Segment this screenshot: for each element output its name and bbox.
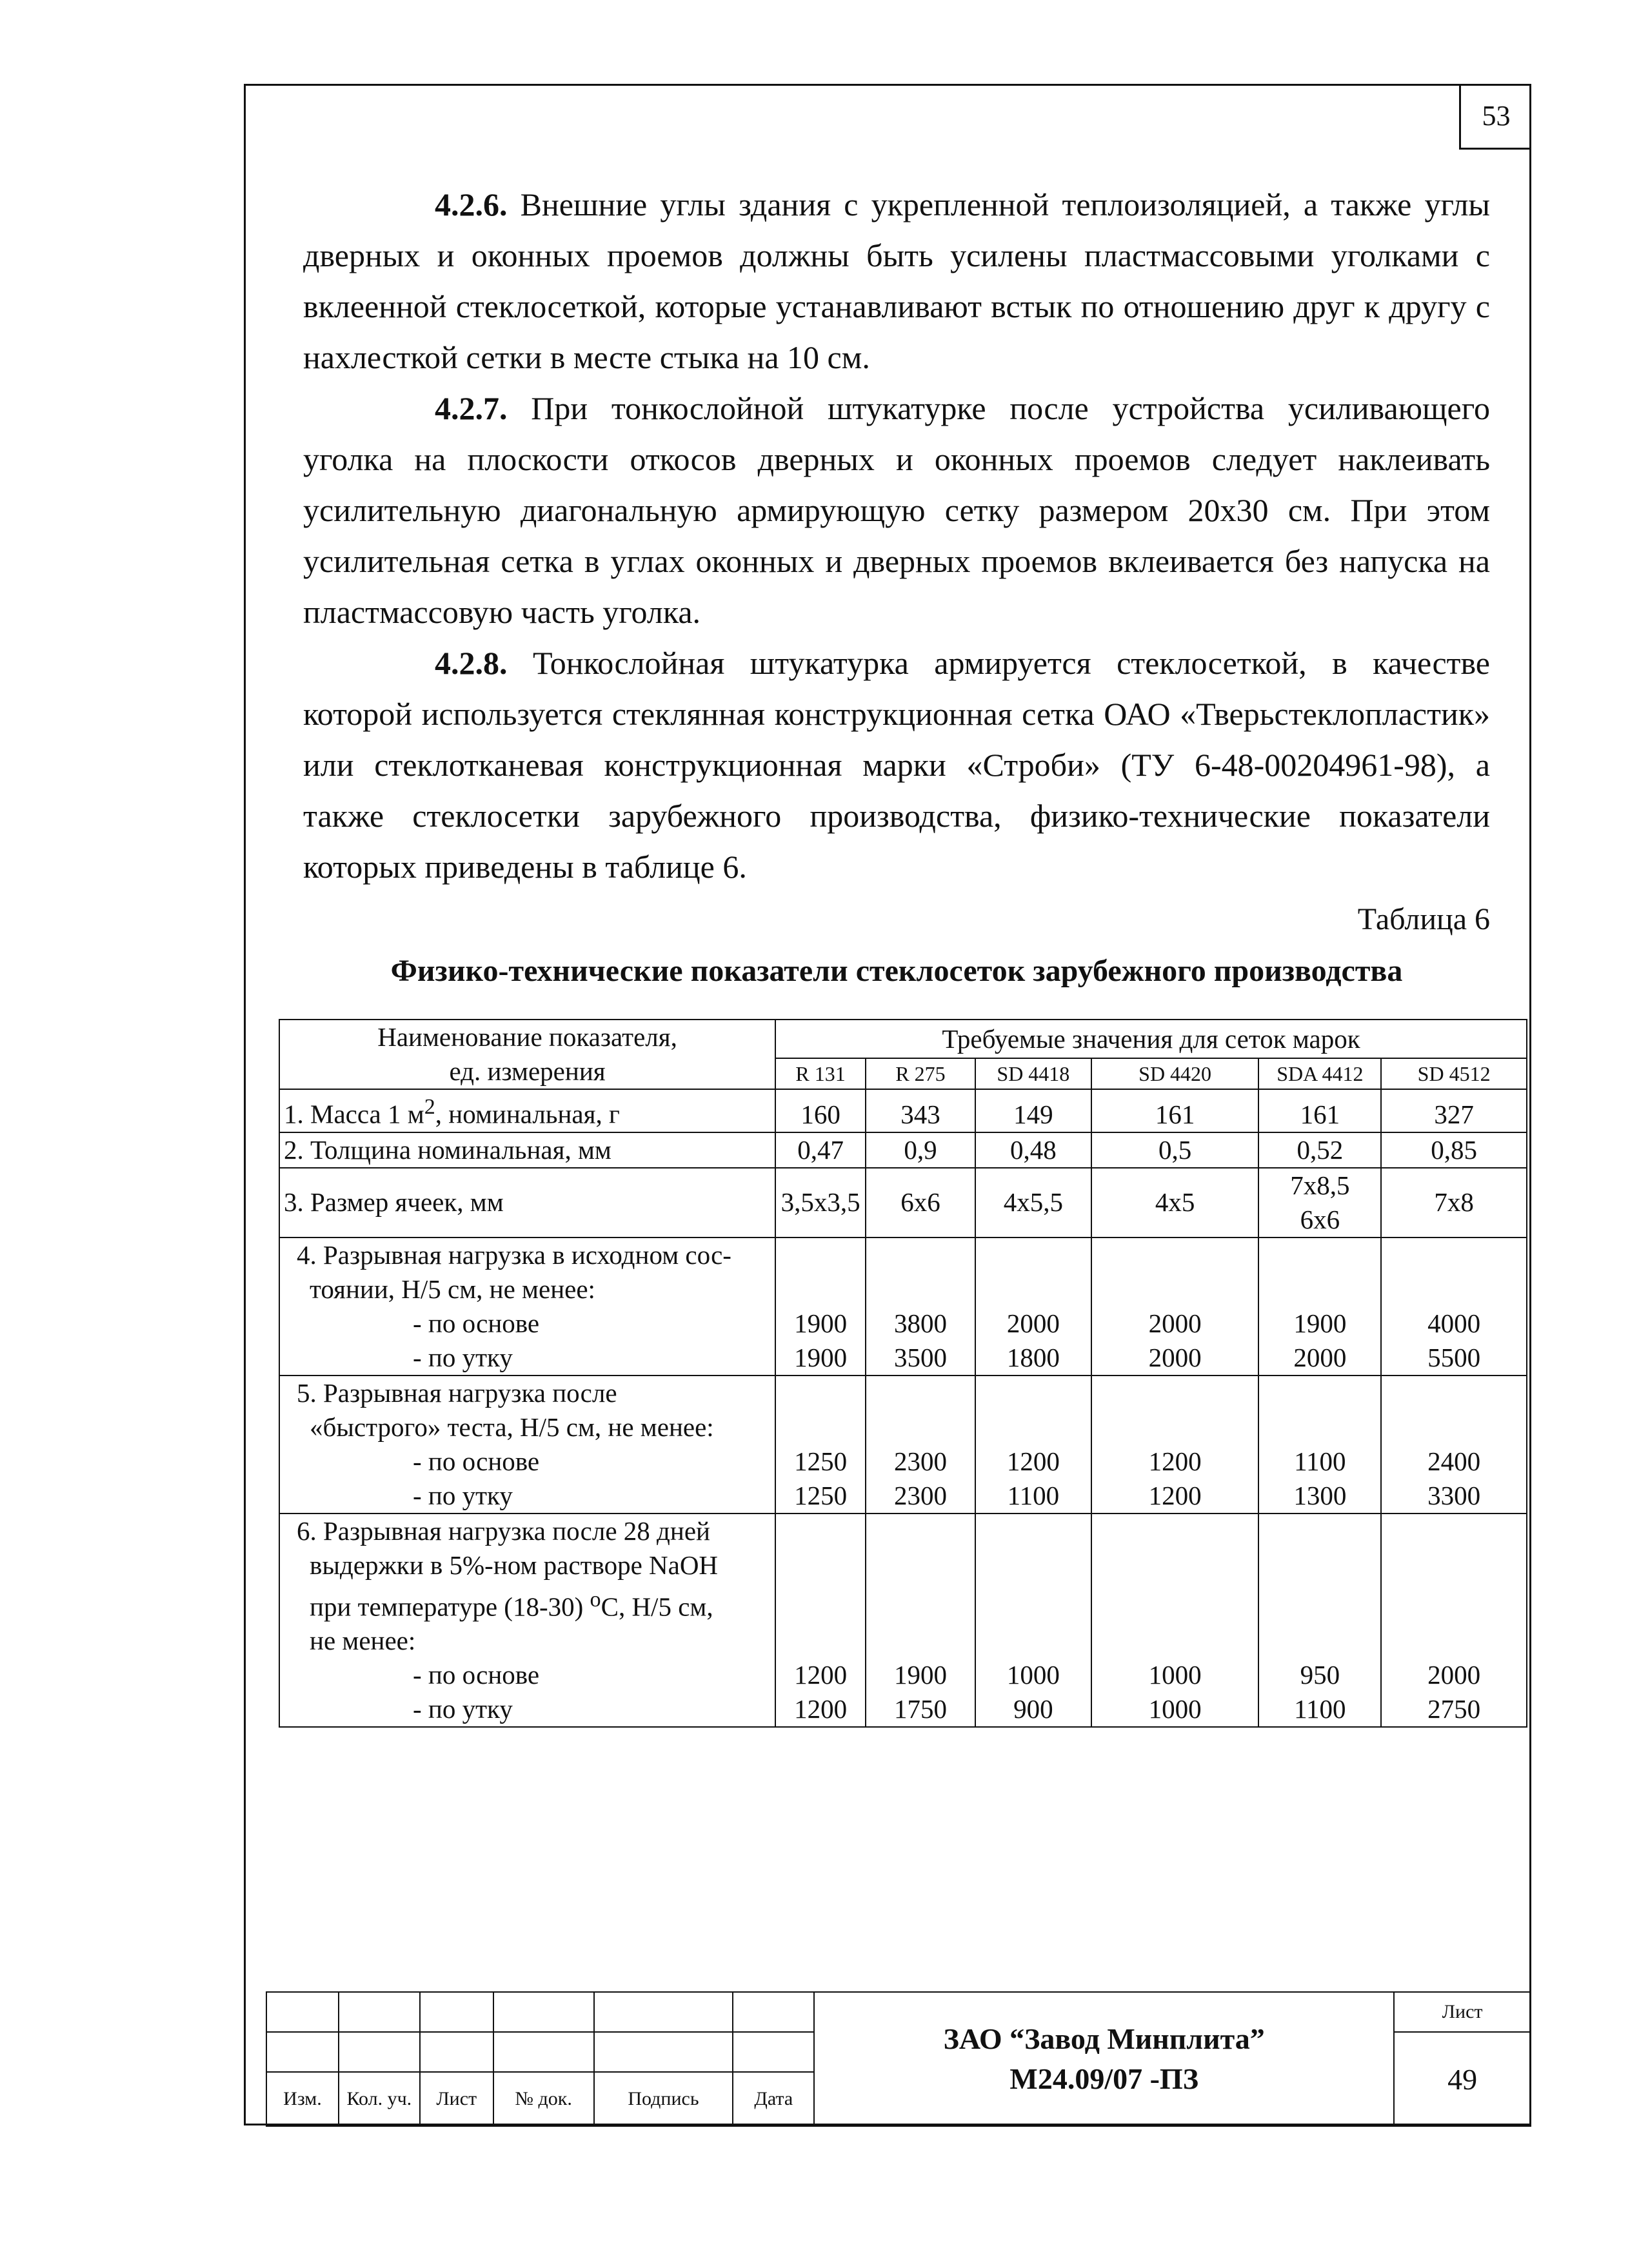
- sheet-label: Лист: [1394, 1992, 1531, 2032]
- table-row: [279, 1238, 1527, 1376]
- weft-value: 1300: [1293, 1480, 1347, 1510]
- warp-value: 2300: [894, 1446, 947, 1476]
- label-weft: - по утку: [413, 1694, 513, 1724]
- stamp-col-label: Подпись: [594, 2072, 733, 2126]
- value-cell: [975, 1238, 1091, 1376]
- warp-value: 1900: [1293, 1308, 1347, 1338]
- warp-value: 1200: [1148, 1446, 1202, 1476]
- value-cell: 7х8: [1381, 1168, 1527, 1238]
- stamp-col-label: № док.: [493, 2072, 594, 2126]
- row-label: [279, 1089, 775, 1132]
- value-cell: 0,5: [1091, 1132, 1259, 1168]
- stamp-cell: [733, 1992, 814, 2032]
- value-cell: 0,85: [1381, 1132, 1527, 1168]
- stamp-cell: [420, 2032, 493, 2072]
- value-cell: [866, 1514, 975, 1728]
- page-number: 53: [1459, 84, 1531, 150]
- weft-value: 1750: [894, 1694, 947, 1724]
- weft-value: 2000: [1148, 1342, 1202, 1372]
- warp-value: 950: [1300, 1660, 1340, 1690]
- row-label: [279, 1376, 775, 1514]
- value-cell: [975, 1376, 1091, 1514]
- stamp-cell: [594, 2032, 733, 2072]
- value-cell: [775, 1238, 866, 1376]
- stamp-title-cell: [814, 1992, 1394, 2126]
- clause-number: 4.2.7.: [435, 390, 508, 426]
- label-text: [284, 1583, 771, 1624]
- label-text: 1. Масса 1 м: [284, 1099, 424, 1129]
- value-cell: [775, 1376, 866, 1514]
- brand-cell: SD 4420: [1091, 1058, 1259, 1089]
- header-name-line: ед. измерения: [449, 1056, 606, 1086]
- warp-value: 1900: [894, 1660, 947, 1690]
- label-text: 4. Разрывная нагрузка в исходном сос-: [297, 1239, 731, 1270]
- label-weft: - по утку: [413, 1480, 513, 1510]
- brand-cell: SD 4418: [975, 1058, 1091, 1089]
- value-cell: [1381, 1514, 1527, 1728]
- weft-value: 1100: [1007, 1480, 1060, 1510]
- weft-value: 1800: [1006, 1342, 1060, 1372]
- label-text: 6. Разрывная нагрузка после 28 дней: [297, 1515, 710, 1546]
- value-cell: [775, 1514, 866, 1728]
- document-code: М24.09/07 -ПЗ: [1009, 2062, 1198, 2095]
- value-cell: 160: [775, 1089, 866, 1132]
- degree-superscript: о: [590, 1587, 601, 1612]
- company-name: ЗАО “Завод Минплита”: [943, 2022, 1265, 2055]
- stamp-col-label: Изм.: [266, 2072, 339, 2126]
- weft-value: 1200: [794, 1694, 848, 1724]
- label-warp: - по основе: [413, 1308, 540, 1338]
- weft-value: 1900: [794, 1342, 848, 1372]
- stamp-col-label: Дата: [733, 2072, 814, 2126]
- label-text: , номинальная, г: [435, 1099, 620, 1129]
- warp-value: 1000: [1148, 1660, 1202, 1690]
- value-cell: 0,52: [1258, 1132, 1381, 1168]
- value-cell: 161: [1091, 1089, 1259, 1132]
- warp-value: 1200: [794, 1660, 848, 1690]
- value-cell: [1258, 1168, 1381, 1238]
- stamp-cell: [266, 2032, 339, 2072]
- weft-value: 3500: [894, 1342, 947, 1372]
- body-text: [303, 179, 1490, 892]
- value-cell: [1091, 1514, 1259, 1728]
- paragraph-4-2-8: [303, 638, 1490, 892]
- paragraph-4-2-7: [303, 383, 1490, 638]
- label-text: выдержки в 5%-ном растворе NaOH: [310, 1550, 719, 1580]
- header-values-cell: Требуемые значения для сеток марок: [775, 1020, 1527, 1058]
- brand-cell: R 131: [775, 1058, 866, 1089]
- value-cell: [1091, 1238, 1259, 1376]
- label-part: С, Н/5 см,: [601, 1592, 713, 1622]
- warp-value: 1250: [794, 1446, 848, 1476]
- value-cell: [1381, 1238, 1527, 1376]
- table-row: [279, 1514, 1527, 1728]
- table-header-row: [279, 1020, 1527, 1058]
- warp-value: 2000: [1148, 1308, 1202, 1338]
- value-cell: [975, 1514, 1091, 1728]
- row-label: [279, 1514, 775, 1728]
- stamp-cell: [420, 1992, 493, 2032]
- weft-value: 900: [1013, 1694, 1053, 1724]
- warp-value: 1900: [794, 1308, 848, 1338]
- stamp-cell: [339, 2032, 420, 2072]
- title-block: [266, 1991, 1531, 2127]
- weft-value: 2300: [894, 1480, 947, 1510]
- value-cell: 327: [1381, 1089, 1527, 1132]
- row-label: 3. Размер ячеек, мм: [279, 1168, 775, 1238]
- clause-number: 4.2.8.: [435, 645, 508, 681]
- table-row: [279, 1089, 1527, 1132]
- row-label: 2. Толщина номинальная, мм: [279, 1132, 775, 1168]
- superscript: 2: [424, 1095, 435, 1119]
- clause-text: Внешние углы здания с укрепленной теплоизоляцией, а также углы дверных и оконных проемов должны быть усилены пластмассовыми уголками с вклеенной стеклосеткой, которые устанавливают встык по отношению друг к другу с нахлесткой сетки в месте стыка на 10 см.: [303, 186, 1490, 375]
- brand-cell: SD 4512: [1381, 1058, 1527, 1089]
- stamp-cell: [266, 1992, 339, 2032]
- table-row: [279, 1168, 1527, 1238]
- stamp-cell: [493, 2032, 594, 2072]
- weft-value: 1200: [1148, 1480, 1202, 1510]
- weft-value: 3300: [1427, 1480, 1481, 1510]
- label-part: при температуре (18-30): [310, 1592, 590, 1622]
- label-text: тоянии, Н/5 см, не менее:: [310, 1274, 595, 1304]
- warp-value: 2000: [1006, 1308, 1060, 1338]
- stamp-cell: [339, 1992, 420, 2032]
- stamp-cell: [594, 1992, 733, 2032]
- warp-value: 2000: [1427, 1660, 1481, 1690]
- value-cell: 3,5х3,5: [775, 1168, 866, 1238]
- warp-value: 1100: [1294, 1446, 1346, 1476]
- value-cell: 0,47: [775, 1132, 866, 1168]
- warp-value: 4000: [1427, 1308, 1481, 1338]
- weft-value: 2000: [1293, 1342, 1347, 1372]
- value-cell: [1381, 1376, 1527, 1514]
- value-cell: 0,9: [866, 1132, 975, 1168]
- warp-value: 2400: [1427, 1446, 1481, 1476]
- brand-cell: SDA 4412: [1258, 1058, 1381, 1089]
- value-cell: 6х6: [866, 1168, 975, 1238]
- table-row: [279, 1132, 1527, 1168]
- value-cell: [1258, 1514, 1381, 1728]
- value-cell: 4х5,5: [975, 1168, 1091, 1238]
- value-cell: 161: [1258, 1089, 1381, 1132]
- header-name-cell: [279, 1020, 775, 1089]
- label-text: «быстрого» теста, Н/5 см, не менее:: [310, 1412, 714, 1442]
- value-cell: 149: [975, 1089, 1091, 1132]
- value-cell: [1258, 1238, 1381, 1376]
- table-title: Физико-технические показатели стеклосеток зарубежного производства: [390, 954, 1403, 988]
- header-name-line: Наименование показателя,: [377, 1022, 677, 1052]
- properties-table: [279, 1019, 1527, 1728]
- value-line: 7х8,5: [1290, 1170, 1350, 1200]
- label-warp: - по основе: [413, 1660, 540, 1690]
- clause-text: Тонкослойная штукатурка армируется стеклосеткой, в качестве которой используется стеклянная конструкционная сетка ОАО «Тверьстеклопластик» или стеклотканевая конструкционная марки «Строби» (ТУ 6-48-00204961-98), а также стеклосетки зарубежного производства, физико-технические показатели которых приведены в таблице 6.: [303, 645, 1490, 885]
- weft-value: 1100: [1294, 1694, 1346, 1724]
- value-cell: [866, 1238, 975, 1376]
- label-text: 5. Разрывная нагрузка после: [297, 1377, 617, 1408]
- weft-value: 1000: [1148, 1694, 1202, 1724]
- row-label: [279, 1238, 775, 1376]
- value-cell: 0,48: [975, 1132, 1091, 1168]
- warp-value: 1000: [1006, 1660, 1060, 1690]
- stamp-cell: [493, 1992, 594, 2032]
- clause-text: При тонкослойной штукатурке после устройства усиливающего уголка на плоскости откосов дверных и оконных проемов следует наклеивать усилительную диагональную армирующую сетку размером 20х30 см. При этом усилительная сетка в углах оконных и дверных проемов вклеивается без напуска на пластмассовую часть уголка.: [303, 390, 1490, 630]
- brand-cell: R 275: [866, 1058, 975, 1089]
- label-warp: - по основе: [413, 1446, 540, 1476]
- value-cell: [1258, 1376, 1381, 1514]
- label-text: не менее:: [310, 1626, 416, 1656]
- warp-value: 3800: [894, 1308, 947, 1338]
- stamp-cell: [733, 2032, 814, 2072]
- stamp-col-label: Кол. уч.: [339, 2072, 420, 2126]
- table-caption: Таблица 6: [1357, 902, 1490, 936]
- weft-value: 2750: [1427, 1694, 1481, 1724]
- paragraph-4-2-6: [303, 179, 1490, 383]
- weft-value: 5500: [1427, 1342, 1481, 1372]
- stamp-col-label: Лист: [420, 2072, 493, 2126]
- value-cell: 343: [866, 1089, 975, 1132]
- value-cell: [866, 1376, 975, 1514]
- weft-value: 1250: [794, 1480, 848, 1510]
- clause-number: 4.2.6.: [435, 186, 508, 222]
- value-cell: 4х5: [1091, 1168, 1259, 1238]
- value-line: 6х6: [1300, 1204, 1340, 1234]
- label-weft: - по утку: [413, 1342, 513, 1372]
- sheet-number: 49: [1394, 2032, 1531, 2126]
- table-row: [279, 1376, 1527, 1514]
- warp-value: 1200: [1006, 1446, 1060, 1476]
- value-cell: [1091, 1376, 1259, 1514]
